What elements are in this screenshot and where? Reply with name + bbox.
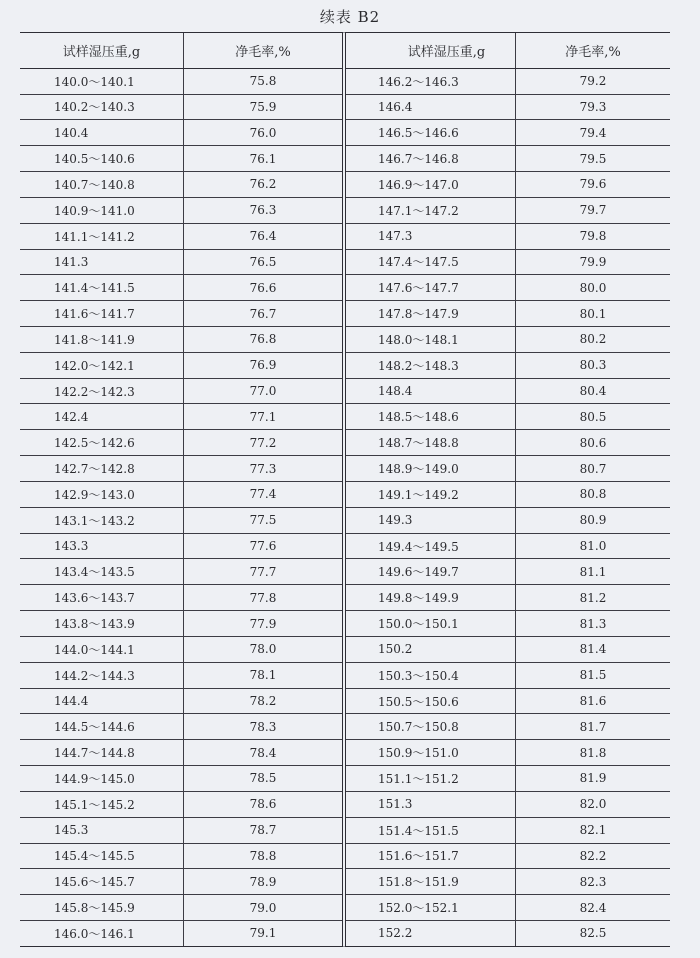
header-rate: 净毛率,%	[565, 44, 621, 60]
table-row	[20, 895, 342, 921]
rate-cell: 77.8	[249, 590, 277, 605]
table-row	[20, 740, 342, 766]
table-row	[346, 689, 670, 715]
rate-cell: 77.3	[249, 461, 277, 476]
table-row	[346, 792, 670, 818]
rate-cell: 82.4	[579, 900, 607, 915]
weight-cell: 140.7～140.8	[20, 172, 184, 197]
rate-cell: 82.0	[579, 797, 607, 812]
rate-cell: 76.7	[249, 306, 277, 321]
rate-cell: 82.5	[579, 926, 607, 941]
weight-cell: 142.9～143.0	[20, 482, 184, 507]
table-row	[346, 69, 670, 95]
table-row	[20, 456, 342, 482]
table-row	[346, 508, 670, 534]
weight-cell: 150.5～150.6	[346, 689, 516, 714]
table-row	[346, 766, 670, 792]
rate-cell: 81.3	[579, 616, 607, 631]
table-row	[20, 482, 342, 508]
weight-cell: 150.0～150.1	[346, 611, 516, 636]
rate-cell: 75.8	[249, 74, 277, 89]
weight-cell: 149.6～149.7	[346, 559, 516, 584]
rate-cell: 81.6	[579, 694, 607, 708]
rate-cell: 77.9	[249, 616, 277, 631]
rate-cell: 78.7	[249, 823, 277, 838]
table-row	[20, 301, 342, 327]
table-row	[346, 714, 670, 740]
weight-cell: 140.0～140.1	[20, 69, 184, 94]
weight-cell: 150.3～150.4	[346, 663, 516, 688]
table-row	[20, 921, 342, 946]
header-rate: 净毛率,%	[235, 44, 291, 60]
rate-cell: 77.0	[249, 384, 277, 399]
table-row	[20, 766, 342, 792]
weight-cell: 147.4～147.5	[346, 250, 516, 275]
table-row	[346, 534, 670, 560]
rate-cell: 76.6	[249, 280, 277, 295]
table-row	[346, 611, 670, 637]
rate-cell: 76.3	[249, 203, 277, 218]
table-row	[20, 663, 342, 689]
rate-cell: 80.6	[579, 435, 607, 450]
weight-cell: 152.0～152.1	[346, 895, 516, 920]
weight-cell: 149.3	[346, 508, 516, 533]
table-row	[20, 353, 342, 379]
table-row	[346, 921, 670, 946]
weight-cell: 148.7～148.8	[346, 430, 516, 455]
weight-cell: 140.5～140.6	[20, 146, 184, 171]
weight-cell: 143.8～143.9	[20, 611, 184, 636]
weight-cell: 144.0～144.1	[20, 637, 184, 662]
rate-cell: 81.2	[579, 590, 607, 605]
table-caption: 续表 B2	[319, 8, 381, 26]
table-row	[346, 895, 670, 921]
table-row	[20, 534, 342, 560]
table-row	[346, 869, 670, 895]
table-row	[20, 327, 342, 353]
weight-cell: 144.9～145.0	[20, 766, 184, 791]
rate-cell: 76.5	[249, 254, 277, 269]
header-row	[20, 33, 342, 69]
weight-cell: 152.2	[346, 921, 516, 946]
weight-cell: 147.3	[346, 224, 516, 249]
table-row	[20, 198, 342, 224]
table-row	[20, 689, 342, 715]
weight-cell: 146.9～147.0	[346, 172, 516, 197]
table-row	[346, 146, 670, 172]
rate-cell: 79.4	[579, 125, 607, 140]
header-weight: 试样湿压重,g	[346, 33, 516, 68]
rate-cell: 78.4	[249, 745, 277, 760]
weight-cell: 142.2～142.3	[20, 379, 184, 404]
rate-cell: 77.1	[249, 409, 277, 424]
rate-cell: 76.0	[249, 125, 277, 140]
rate-cell: 77.7	[249, 564, 277, 579]
rate-cell: 78.2	[249, 694, 277, 708]
rate-cell: 77.2	[249, 435, 277, 450]
rate-cell: 76.8	[249, 332, 277, 347]
weight-cell: 144.2～144.3	[20, 663, 184, 688]
weight-cell: 151.1～151.2	[346, 766, 516, 791]
table-row	[20, 792, 342, 818]
rate-cell: 78.3	[249, 719, 277, 734]
weight-cell: 142.7～142.8	[20, 456, 184, 481]
rate-cell: 77.6	[249, 539, 277, 554]
data-table	[20, 32, 670, 947]
rate-cell: 76.9	[249, 358, 277, 373]
weight-cell: 142.5～142.6	[20, 430, 184, 455]
weight-cell: 143.6～143.7	[20, 585, 184, 610]
weight-cell: 145.6～145.7	[20, 869, 184, 894]
table-row	[346, 818, 670, 844]
table-row	[20, 585, 342, 611]
rate-cell: 80.3	[579, 358, 607, 373]
weight-cell: 145.8～145.9	[20, 895, 184, 920]
weight-cell: 147.8～147.9	[346, 301, 516, 326]
rate-cell: 79.1	[249, 926, 277, 941]
table-row	[20, 69, 342, 95]
weight-cell: 140.4	[20, 120, 184, 145]
weight-cell: 140.9～141.0	[20, 198, 184, 223]
rate-cell: 78.8	[249, 848, 277, 863]
weight-cell: 148.2～148.3	[346, 353, 516, 378]
weight-cell: 141.3	[20, 250, 184, 275]
rate-cell: 80.0	[579, 280, 607, 295]
rate-cell: 78.9	[249, 874, 277, 889]
rate-cell: 80.9	[579, 513, 607, 528]
weight-cell: 150.2	[346, 637, 516, 662]
table-row	[20, 172, 342, 198]
rate-cell: 78.0	[249, 642, 277, 657]
table-row	[20, 379, 342, 405]
weight-cell: 148.0～148.1	[346, 327, 516, 352]
table-row	[20, 637, 342, 663]
table-row	[346, 740, 670, 766]
weight-cell: 140.2～140.3	[20, 95, 184, 120]
rate-cell: 81.1	[579, 564, 607, 579]
weight-cell: 142.0～142.1	[20, 353, 184, 378]
weight-cell: 143.3	[20, 534, 184, 559]
weight-cell: 141.8～141.9	[20, 327, 184, 352]
weight-cell: 141.1～141.2	[20, 224, 184, 249]
table-row	[346, 198, 670, 224]
table-row	[20, 508, 342, 534]
rate-cell: 79.9	[579, 254, 607, 269]
rate-cell: 76.1	[249, 151, 277, 166]
weight-cell: 146.7～146.8	[346, 146, 516, 171]
rate-cell: 80.5	[579, 409, 607, 424]
table-row	[346, 224, 670, 250]
rate-cell: 82.2	[579, 848, 607, 863]
table-row	[346, 250, 670, 276]
weight-cell: 149.4～149.5	[346, 534, 516, 559]
header-row	[346, 33, 670, 69]
weight-cell: 141.6～141.7	[20, 301, 184, 326]
table-row	[346, 95, 670, 121]
table-row	[20, 275, 342, 301]
weight-cell: 146.5～146.6	[346, 120, 516, 145]
rate-cell: 81.8	[579, 745, 607, 760]
table-row	[20, 714, 342, 740]
table-row	[346, 327, 670, 353]
rate-cell: 80.1	[579, 306, 607, 321]
weight-cell: 144.5～144.6	[20, 714, 184, 739]
weight-cell: 149.1～149.2	[346, 482, 516, 507]
rate-cell: 76.2	[249, 177, 277, 192]
table-row	[346, 353, 670, 379]
weight-cell: 148.9～149.0	[346, 456, 516, 481]
table-row	[20, 611, 342, 637]
rate-cell: 79.0	[249, 900, 277, 915]
table-row	[346, 275, 670, 301]
rate-cell: 78.5	[249, 771, 277, 786]
rate-cell: 81.7	[579, 719, 607, 734]
weight-cell: 143.4～143.5	[20, 559, 184, 584]
weight-cell: 146.4	[346, 95, 516, 120]
table-row	[20, 146, 342, 172]
weight-cell: 147.1～147.2	[346, 198, 516, 223]
table-row	[346, 404, 670, 430]
rate-cell: 79.7	[579, 203, 607, 218]
table-row	[20, 818, 342, 844]
weight-cell: 149.8～149.9	[346, 585, 516, 610]
rate-cell: 77.5	[249, 513, 277, 528]
rate-cell: 78.1	[249, 668, 277, 683]
rate-cell: 77.4	[249, 487, 277, 502]
weight-cell: 144.4	[20, 689, 184, 714]
rate-cell: 80.8	[579, 487, 607, 502]
rate-cell: 80.7	[579, 461, 607, 476]
rate-cell: 79.6	[579, 177, 607, 192]
weight-cell: 146.0～146.1	[20, 921, 184, 946]
weight-cell: 151.8～151.9	[346, 869, 516, 894]
table-row	[346, 430, 670, 456]
weight-cell: 151.6～151.7	[346, 844, 516, 869]
weight-cell: 150.9～151.0	[346, 740, 516, 765]
rate-cell: 82.1	[579, 823, 607, 838]
rate-cell: 79.8	[579, 229, 607, 244]
weight-cell: 143.1～143.2	[20, 508, 184, 533]
table-row	[20, 844, 342, 870]
weight-cell: 150.7～150.8	[346, 714, 516, 739]
rate-cell: 79.3	[579, 99, 607, 114]
table-row	[346, 379, 670, 405]
weight-cell: 145.4～145.5	[20, 844, 184, 869]
weight-cell: 151.3	[346, 792, 516, 817]
rate-cell: 78.6	[249, 797, 277, 812]
rate-cell: 81.4	[579, 642, 607, 657]
table-row	[20, 430, 342, 456]
table-row	[20, 95, 342, 121]
weight-cell: 141.4～141.5	[20, 275, 184, 300]
table-row	[20, 224, 342, 250]
rate-cell: 82.3	[579, 874, 607, 889]
weight-cell: 142.4	[20, 404, 184, 429]
rate-cell: 79.5	[579, 151, 607, 166]
rate-cell: 79.2	[579, 74, 607, 89]
table-row	[346, 844, 670, 870]
rate-cell: 76.4	[249, 229, 277, 244]
weight-cell: 151.4～151.5	[346, 818, 516, 843]
rate-cell: 80.2	[579, 332, 607, 347]
table-row	[20, 120, 342, 146]
rate-cell: 81.5	[579, 668, 607, 683]
rate-cell: 81.0	[579, 539, 607, 554]
weight-cell: 146.2～146.3	[346, 69, 516, 94]
table-row	[346, 637, 670, 663]
weight-cell: 145.1～145.2	[20, 792, 184, 817]
table-left-half	[20, 32, 342, 947]
table-row	[346, 456, 670, 482]
table-right-half	[342, 32, 670, 947]
weight-cell: 148.5～148.6	[346, 404, 516, 429]
table-row	[20, 869, 342, 895]
table-row	[20, 250, 342, 276]
header-weight: 试样湿压重,g	[20, 33, 184, 68]
table-row	[346, 301, 670, 327]
table-row	[346, 120, 670, 146]
rate-cell: 81.9	[579, 771, 607, 786]
rate-cell: 80.4	[579, 384, 607, 399]
table-row	[346, 172, 670, 198]
rate-cell: 75.9	[249, 99, 277, 114]
table-row	[346, 663, 670, 689]
table-row	[346, 559, 670, 585]
weight-cell: 147.6～147.7	[346, 275, 516, 300]
weight-cell: 144.7～144.8	[20, 740, 184, 765]
table-row	[346, 585, 670, 611]
table-row	[20, 404, 342, 430]
table-row	[346, 482, 670, 508]
weight-cell: 148.4	[346, 379, 516, 404]
table-row	[20, 559, 342, 585]
weight-cell: 145.3	[20, 818, 184, 843]
